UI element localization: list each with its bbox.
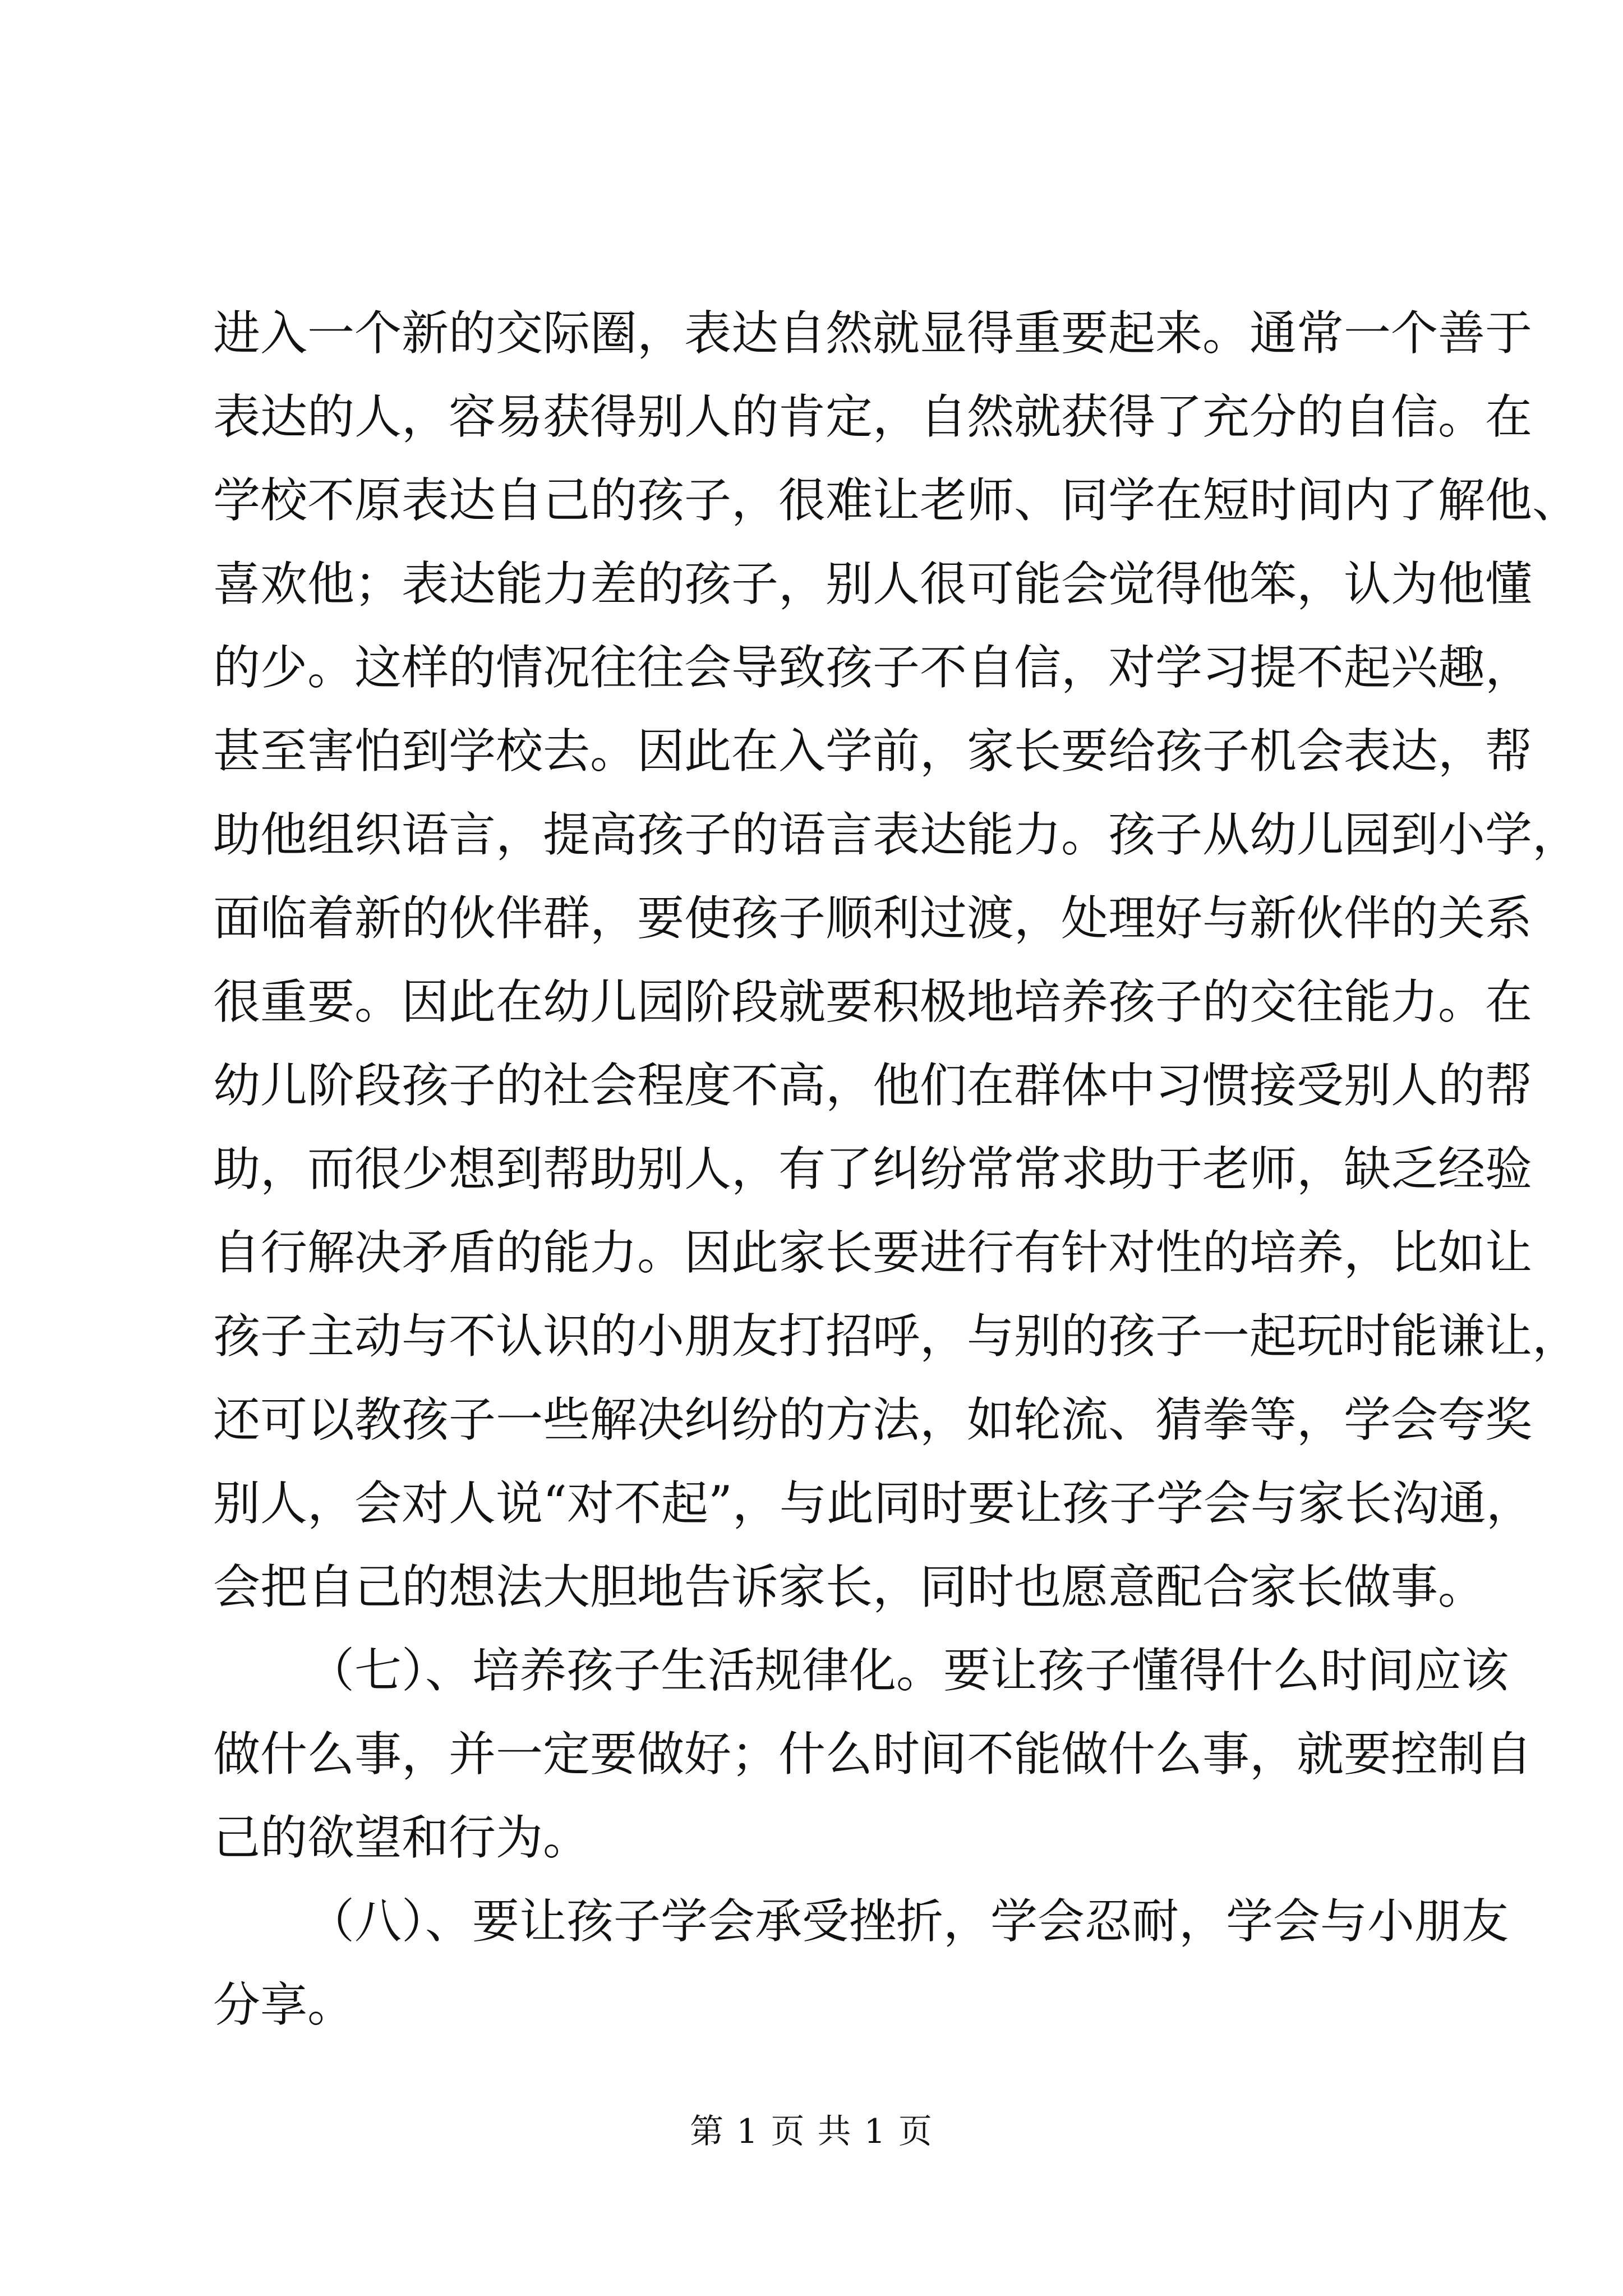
text-line: 幼儿阶段孩子的社会程度不高，他们在群体中习惯接受别人的帮	[213, 1058, 1533, 1113]
text-line: 助他组织语言，提高孩子的语言表达能力。孩子从幼儿园到小学，	[213, 807, 1580, 862]
document-body	[213, 292, 1580, 2047]
text-line: 助，而很少想到帮助别人，有了纠纷常常求助于老师，缺乏经验	[213, 1142, 1533, 1197]
text-line: 喜欢他；表达能力差的孩子，别人很可能会觉得他笨，认为他懂	[213, 556, 1533, 611]
text-line: 别人，会对人说“对不起”，与此同时要让孩子学会与家长沟通，	[213, 1476, 1533, 1531]
paragraph-3	[213, 1880, 1509, 2047]
text-line: （八）、要让孩子学会承受挫折，学会忍耐，学会与小朋友	[307, 1894, 1509, 1949]
text-line: （七）、培养孩子生活规律化。要让孩子懂得什么时间应该	[307, 1643, 1509, 1698]
text-line: 孩子主动与不认识的小朋友打招呼，与别的孩子一起玩时能谦让，	[213, 1309, 1580, 1364]
text-line: 学校不原表达自己的孩子，很难让老师、同学在短时间内了解他、	[213, 473, 1580, 528]
text-line: 进入一个新的交际圈，表达自然就显得重要起来。通常一个善于	[213, 306, 1533, 361]
text-line: 己的欲望和行为。	[213, 1810, 591, 1865]
page-footer: 第 1 页 共 1 页	[690, 2112, 933, 2151]
text-line: 会把自己的想法大胆地告诉家长，同时也愿意配合家长做事。	[213, 1559, 1486, 1614]
text-line: 面临着新的伙伴群，要使孩子顺利过渡，处理好与新伙伴的关系	[213, 891, 1533, 946]
text-line: 分享。	[213, 1977, 355, 2032]
text-line: 甚至害怕到学校去。因此在入学前，家长要给孩子机会表达，帮	[213, 724, 1533, 779]
paragraph-1	[213, 292, 1580, 1629]
text-line: 还可以教孩子一些解决纠纷的方法，如轮流、猜拳等，学会夸奖	[213, 1392, 1533, 1447]
text-line: 很重要。因此在幼儿园阶段就要积极地培养孩子的交往能力。在	[213, 974, 1533, 1029]
text-line: 自行解决矛盾的能力。因此家长要进行有针对性的培养，比如让	[213, 1225, 1533, 1280]
paragraph-2	[213, 1629, 1533, 1880]
text-line: 的少。这样的情况往往会导致孩子不自信，对学习提不起兴趣，	[213, 640, 1533, 695]
text-line: 表达的人，容易获得别人的肯定，自然就获得了充分的自信。在	[213, 389, 1533, 444]
text-line: 做什么事，并一定要做好；什么时间不能做什么事，就要控制自	[213, 1727, 1533, 1782]
